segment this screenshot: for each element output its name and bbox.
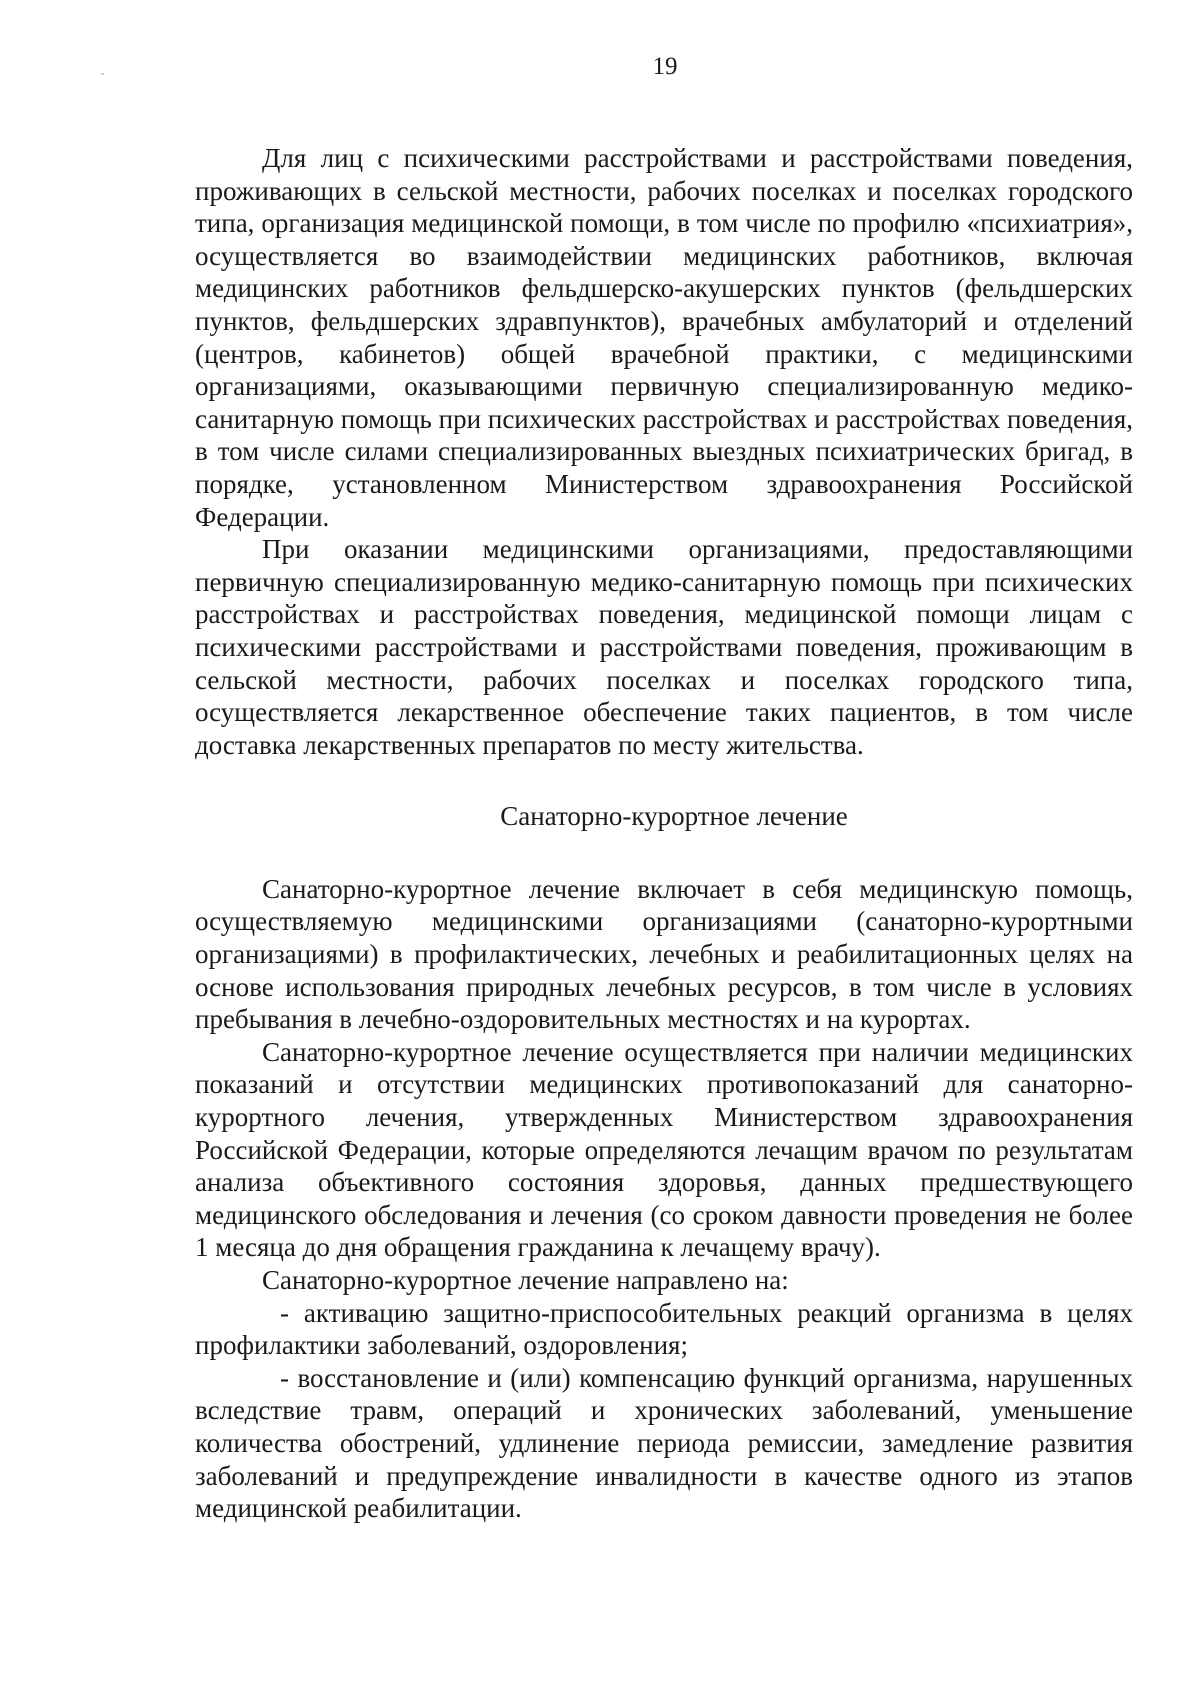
document-body (195, 142, 1133, 1525)
paragraph-drug-provision: При оказании медицинскими организациями, предоставляющими первичную специализированную медико-санитарную помощь при психических расстройствах и расстройствах поведения, медицинской помощи лицам с психическими расстройствами и расстройствами поведения, проживающим в сельской местности, рабочих поселках и поселках городского типа, осуществляется лекарственное обеспечение таких пациентов, в том числе доставка лекарственных препаратов по месту жительства. (195, 534, 1133, 760)
paragraph-psychiatric-care-organization: Для лиц с психическими расстройствами и расстройствами поведения, проживающих в сельской местности, рабочих поселках и поселках городского типа, организация медицинской помощи, в том числе по профилю «психиатрия», осуществляется во взаимодействии медицинских работников, включая медицинских работников фельдшерско-акушерских пунктов (фельдшерских пунктов, фельдшерских здравпунктов), врачебных амбулаторий и отделений (центров, кабинетов) общей врачебной практики, с медицинскими организациями, оказывающими первичную специализированную медико-санитарную помощь при психических расстройствах и расстройствах поведения, в том числе силами специализированных выездных психиатрических бригад, в порядке, установленном Министерством здравоохранения Российской Федерации. (195, 143, 1133, 532)
paragraph-sanatorium-indications: Санаторно-курортное лечение осуществляется при наличии медицинских показаний и отсутствии медицинских противопоказаний для санаторно-курортного лечения, утвержденных Министерством здравоохранения Российской Федерации, которые определяются лечащим врачом по результатам анализа объективного состояния здоровья, данных предшествующего медицинского обследования и лечения (со сроком давности проведения не более 1 месяца до дня обращения гражданина к лечащему врачу). (195, 1036, 1133, 1263)
paragraph-sanatorium-aims: Санаторно-курортное лечение направлено на: (262, 1265, 789, 1295)
list-item-activation: - активацию защитно-приспособительных реакций организма в целях профилактики заболеваний, оздоровления; (195, 1297, 1133, 1361)
section-heading: Санаторно-курортное лечение (500, 801, 848, 832)
paragraph-sanatorium-definition: Санаторно-курортное лечение включает в себя медицинскую помощь, осуществляемую медицинскими организациями (санаторно-курортными организациями) в профилактических, лечебных и реабилитационных целях на основе использования природных лечебных ресурсов, в том числе в условиях пребывания в лечебно-оздоровительных местностях и на курортах. (195, 873, 1133, 1035)
list-item-restoration: - восстановление и (или) компенсацию функций организма, нарушенных вследствие травм, операций и хронических заболеваний, уменьшение количества обострений, удлинение периода ремиссии, замедление развития заболеваний и предупреждение инвалидности в качестве одного из этапов медицинской реабилитации. (195, 1362, 1133, 1524)
page-number: 19 (652, 53, 678, 80)
